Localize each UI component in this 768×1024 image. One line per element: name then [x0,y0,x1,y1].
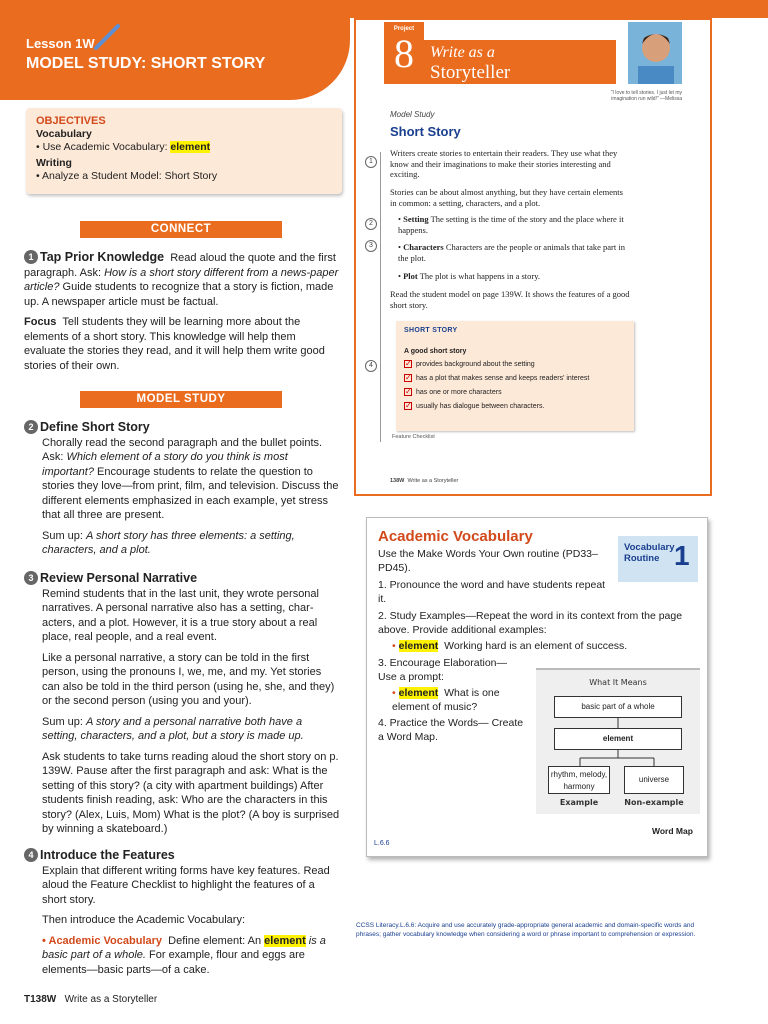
routine-step-1: 1. Pronounce the word and have students repeat it. [378,579,606,605]
checklist-item: ✓ provides background about the setting [405,359,535,368]
example-1: • element Working hard is an element of success. [392,640,628,652]
writing-label: Writing [36,157,72,169]
focus-label: Focus [24,316,57,328]
step-4: 4 Introduce the Features Explain that different writing forms have key features. Read aloud the Feature Checklist to highlight the features of a short story. Then introduce the Academic Vocabulary: • Academic Vocabulary Define element: An element is a basic part of a whole. For example, flour and eggs are elements—basic parts—of a cake. [24,848,340,983]
vocabulary-routine-badge: Vocabulary Routine 1 [618,536,698,582]
project-title-a: Write as a [430,44,495,61]
routine-step-3: 3. Encourage Elaboration— Use a prompt: [378,657,507,683]
nonexample-box: universe [624,766,684,794]
checklist-title: SHORT STORY [404,327,458,334]
meaning-box: basic part of a whole [554,696,682,718]
bullet-setting: • Setting The setting is the time of the story and the place where it happens. [398,214,624,235]
standard-code: L.6.6 [374,840,390,847]
objectives-heading: OBJECTIVES [36,115,106,127]
paragraph-2: Stories can be about almost anything, but they have certain elements in common: a setting, characters, and a plot. [390,187,623,208]
routine-step-2: 2. Study Examples—Repeat the word in its context from the page above. Provide additional examples: [378,610,683,636]
highlight-word: element [170,141,211,153]
word-box: element [554,728,682,750]
routine-step-4: 4. Practice the Words— Create a Word Map. [378,717,524,743]
connect-banner: CONNECT [80,221,282,238]
checkmark-icon: ✓ [405,401,412,410]
bullet-characters: • Characters Characters are the people or animals that take part in the plot. [398,242,625,263]
step-number: 1 [24,250,38,264]
checklist-item: ✓ usually has dialogue between characters. [405,401,545,410]
vocab-objective: • Use Academic Vocabulary: element [36,141,211,153]
paragraph-3: Read the student model on page 139W. It shows the features of a good short story. [390,289,630,310]
page-footer: T138W Write as a Storyteller [24,994,158,1005]
example-2: • element What is one element of music? [392,687,500,713]
project-title-b: Storyteller [430,62,511,83]
feature-checklist-label: Feature Checklist [392,434,435,440]
step-title: Introduce the Features [40,848,175,862]
step-3: 3 Review Personal Narrative Remind students that in the last unit, they wrote personal narratives. A personal narrative also has a setting, char-acters, and a plot. However, it is a true story about a real place, real people, and a real event. Like a personal narrative, a story can be told in the first person, using the pronouns I, we, me, and my. Yet stories can also be told in the third person (using he, she, and they) or the second person (using you and your). Sum up: A story and a personal narrative both have a setting, characters, and a plot, but a story is made up. Ask students to take turns reading aloud the short story on p. 139W. Pause after the first paragraph and ask: What is the setting of this story? (a city with apartment buildings) After students finish reading, ask: Who are the characters in this story? (Alex, Luis, Mom) What is the plot? (A boy is surprised by winning a skateboard.) [24,571,340,843]
writing-objective: • Analyze a Student Model: Short Story [36,170,218,182]
model-study-label: Model Study [390,110,435,119]
student-page-footer: 138W Write as a Storyteller [390,478,459,484]
margin-bracket [380,152,385,442]
paragraph-1: Writers create stories to entertain their readers. They use what they know and their imaginations to make their stories interesting and exciting. [390,148,618,179]
nonexample-label: Non-example [624,798,684,807]
checkmark-icon: ✓ [405,387,412,396]
step-title: Review Personal Narrative [40,571,198,585]
lesson-label: Lesson 1W [26,36,95,51]
word-map-caption: Word Map [652,826,693,836]
vocab-label: Vocabulary [36,128,92,140]
checklist-item: ✓ has a plot that makes sense and keeps readers' interest [405,373,590,382]
routine-intro: Use the Make Words Your Own routine (PD33–PD45). [378,548,598,574]
project-badge: Project 8 [384,22,424,84]
step-2: 2 Define Short Story Chorally read the second paragraph and the bullet points. Ask: Which element of a story do you think is most important? Encourage students to relate the question to stories they love—from print, film, and television. Discuss the different elements emphasized in each example, yet stress that all three are present. Sum up: A short story has three elements: a setting, characters, and a plot. [24,420,340,564]
student-quote: "I love to tell stories. I just let my imagination run wild!" —Melissa [610,90,682,102]
step-1: 1 Tap Prior Knowledge Read aloud the quote and the first paragraph. Ask: How is a short story different from a news-paper article? Guide students to recognize that a story is fiction, made up. A newspaper article must be factual. Focus Tell students they will be learning more about the elements of a short story. This knowledge will help them evaluate the stories they read, and it will help them write good stories of their own. [24,250,339,372]
objectives-box [26,108,342,194]
pencil-icon [92,22,122,52]
step-title: Define Short Story [40,420,150,434]
word-map [536,668,700,814]
example-box: rhythm, melody, harmony [548,766,610,794]
checkmark-icon: ✓ [405,359,412,368]
checklist-item: ✓ has one or more characters [405,387,502,396]
feature-checklist [396,321,634,431]
ccss-note: CCSS Literacy.L.6.6: Acquire and use accurately grade-appropriate general academic and domain-specific words and phrases; gather vocabulary knowledge when considering a word or phrase important to comprehension or expression. [356,922,696,938]
word-map-connectors [536,670,700,816]
example-label: Example [559,798,599,807]
what-it-means-label: What It Means [589,678,647,687]
short-story-heading: Short Story [390,124,461,139]
page-title: MODEL STUDY: SHORT STORY [26,55,266,72]
bullet-plot: • Plot The plot is what happens in a story. [398,271,541,281]
header-stripe [350,0,768,18]
academic-vocabulary-heading: Academic Vocabulary [378,528,533,545]
step-title: Tap Prior Knowledge [40,250,165,264]
marker-2: 2 [365,218,377,230]
checkmark-icon: ✓ [405,373,412,382]
student-photo [628,22,682,84]
model-study-banner: MODEL STUDY [80,391,282,408]
marker-4: 4 [365,360,377,372]
marker-3: 3 [365,240,377,252]
marker-1: 1 [365,156,377,168]
checklist-intro: A good short story [404,348,467,355]
